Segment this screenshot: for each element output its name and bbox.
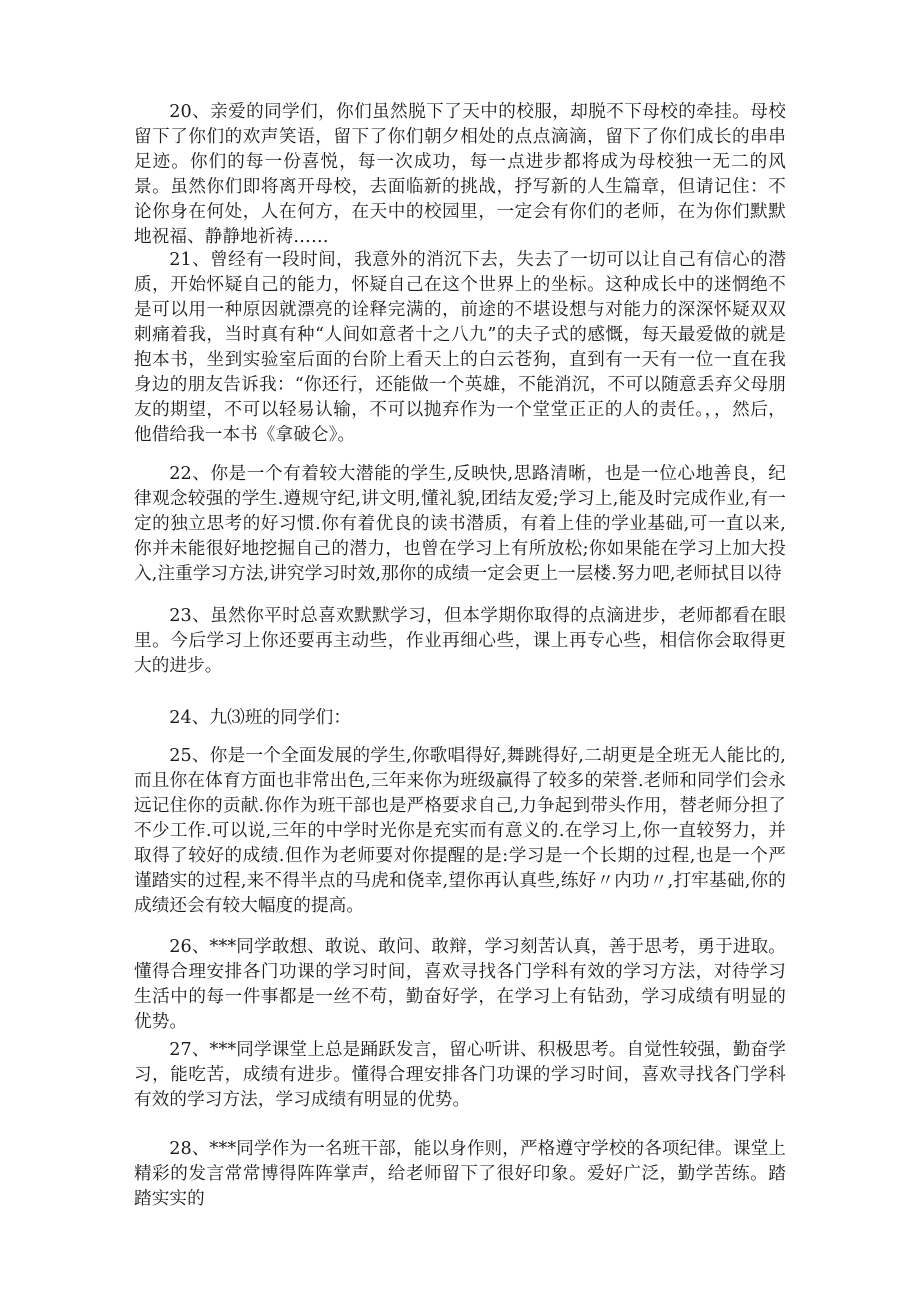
paragraph-25: 25、你是一个全面发展的学生,你歌唱得好,舞跳得好,二胡更是全班无人能比的,而且你在体育方面也非常出色,三年来你为班级赢得了较多的荣誉.老师和同学们会永远记住你的贡献.你作为班干部也是严格要求自己,力争起到带头作用，替老师分担了不少工作.可以说,三年的中学时光你是充实而有意义的.在学习上,你一直较努力，并取得了较好的成绩.但作为老师要对你提醒的是:学习是一个长期的过程,也是一个严谨踏实的过程,来不得半点的马虎和侥幸,望你再认真些,练好〃内功〃,打牢基础,你的成绩还会有较大幅度的提高。	[134, 746, 786, 916]
paragraph-22: 22、你是一个有着较大潜能的学生,反映快,思路清晰，也是一位心地善良，纪律观念较强的学生.遵规守纪,讲文明,懂礼貌,团结友爱;学习上,能及时完成作业,有一定的独立思考的好习惯.你有着优良的读书潜质，有着上佳的学业基础,可一直以来,你并未能很好地挖掘自己的潜力，也曾在学习上有所放松;你如果能在学习上加大投入,注重学习方法,讲究学习时效,那你的成绩一定会更上一层楼.努力吧,老师拭目以待	[134, 464, 786, 584]
paragraph-20: 20、亲爱的同学们，你们虽然脱下了天中的校服，却脱不下母校的牵挂。母校留下了你们的欢声笑语，留下了你们朝夕相处的点点滴滴，留下了你们成长的串串足迹。你们的每一份喜悦，每一次成功，每一点进步都将成为母校独一无二的风景。虽然你们即将离开母校，去面临新的挑战，抒写新的人生篇章，但请记住：不论你身在何处，人在何方，在天中的校园里，一定会有你们的老师，在为你们默默地祝福、静静地祈祷……	[134, 102, 786, 247]
paragraph-26: 26、***同学敢想、敢说、敢问、敢辩，学习刻苦认真，善于思考，勇于进取。懂得合理安排各门功课的学习时间，喜欢寻找各门学科有效的学习方法，对待学习生活中的每一件事都是一丝不苟，勤奋好学，在学习上有钻劲，学习成绩有明显的优势。	[134, 937, 786, 1032]
paragraph-23: 23、虽然你平时总喜欢默默学习，但本学期你取得的点滴进步，老师都看在眼里。今后学习上你还要再主动些，作业再细心些，课上再专心些，相信你会取得更大的进步。	[134, 606, 786, 676]
paragraph-28: 28、***同学作为一名班干部，能以身作则，严格遵守学校的各项纪律。课堂上精彩的发言常常博得阵阵掌声，给老师留下了很好印象。爱好广泛，勤学苦练。踏踏实实的	[134, 1139, 786, 1209]
paragraph-27: 27、***同学课堂上总是踊跃发言，留心听讲、积极思考。自觉性较强，勤奋学习，能吃苦，成绩有进步。懂得合理安排各门功课的学习时间，喜欢寻找各门学科有效的学习方法，学习成绩有明显的优势。	[134, 1040, 786, 1110]
paragraph-21: 21、曾经有一段时间，我意外的消沉下去，失去了一切可以让自己有信心的潜质，开始怀疑自己的能力，怀疑自己在这个世界上的坐标。这种成长中的迷惘绝不是可以用一种原因就漂亮的诠释完满的，前途的不堪设想与对能力的深深怀疑双双刺痛着我，当时真有种“人间如意者十之八九”的夫子式的感慨，每天最爱做的就是抱本书，坐到实验室后面的台阶上看天上的白云苍狗，直到有一天有一位一直在我身边的朋友告诉我：“你还行，还能做一个英雄，不能消沉，不可以随意丢弃父母朋友的期望，不可以轻易认输，不可以抛弃作为一个堂堂正正的人的责任。，，然后，他借给我一本书《拿破仑》。	[134, 250, 786, 445]
paragraph-24: 24、九⑶班的同学们：	[169, 708, 352, 728]
